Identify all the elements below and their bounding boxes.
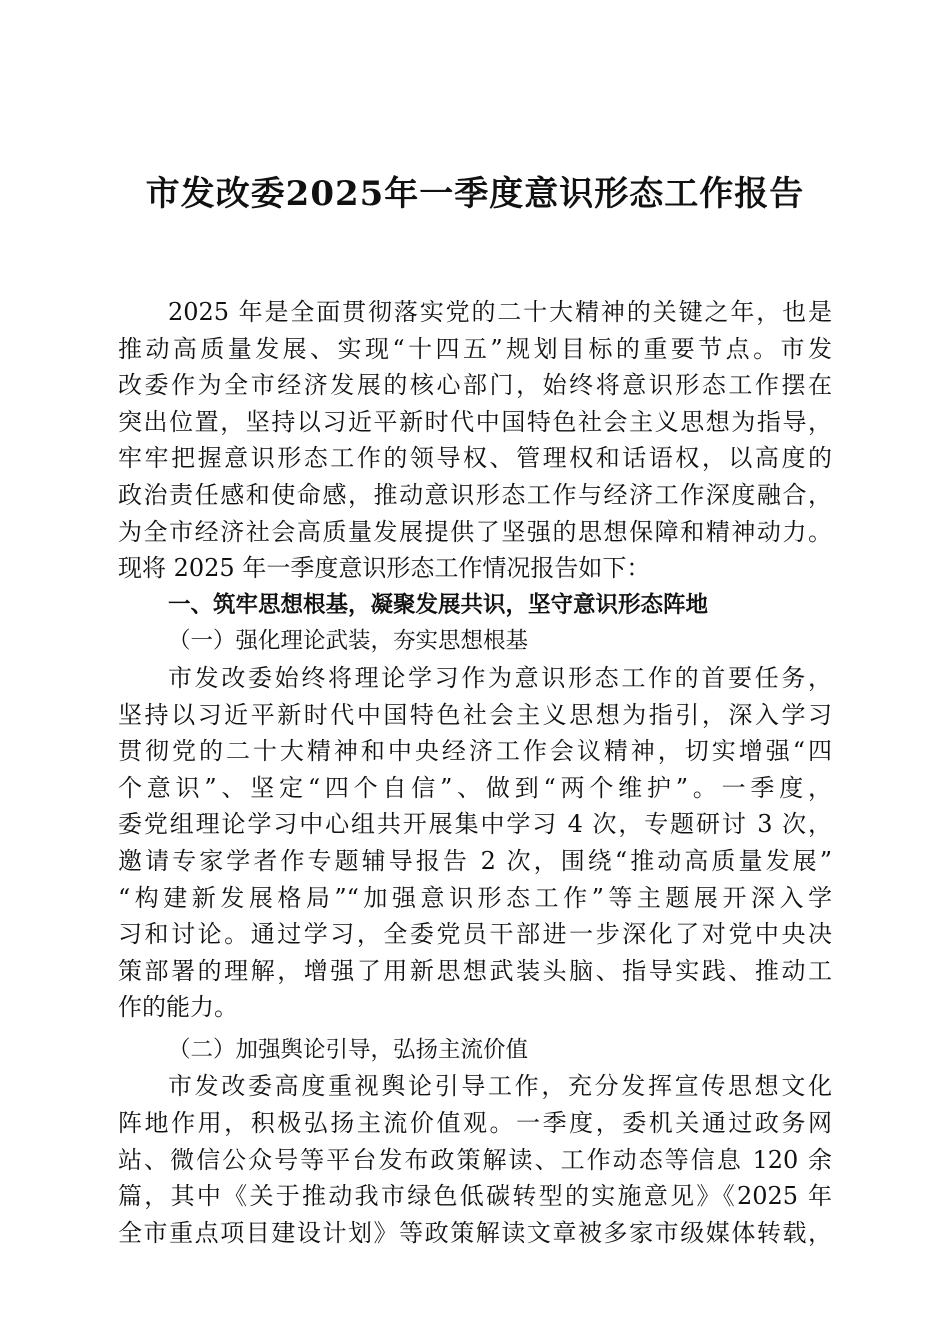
paragraph-line: 篇，其中《关于推动我市绿色低碳转型的实施意见》《2025 年 [118, 1182, 832, 1211]
paragraph-line: 现将 2025 年一季度意识形态工作情况报告如下： [118, 554, 651, 583]
paragraph-line: 市发改委始终将理论学习作为意识形态工作的首要任务， [168, 663, 832, 692]
paragraph-line: 坚持以习近平新时代中国特色社会主义思想为指引，深入学习 [118, 700, 832, 729]
paragraph-line: 作的能力。 [118, 993, 238, 1022]
paragraph-line: 委党组理论学习中心组共开展集中学习 4 次，专题研讨 3 次， [118, 810, 832, 839]
paragraph-line: 阵地作用，积极弘扬主流价值观。一季度，委机关通过政务网 [118, 1109, 832, 1138]
paragraph-line: 政治责任感和使命感，推动意识形态工作与经济工作深度融合， [118, 480, 832, 509]
paragraph-line: 市发改委高度重视舆论引导工作，充分发挥宣传思想文化 [168, 1072, 832, 1101]
paragraph-line: 站、微信公众号等平台发布政策解读、工作动态等信息 120 余 [118, 1145, 832, 1174]
paragraph-line: 个意识”、坚定“四个自信”、做到“两个维护”。一季度， [118, 773, 832, 802]
paragraph-line: “构建新发展格局”“加强意识形态工作”等主题展开深入学 [118, 883, 832, 912]
subsection-heading: （一）强化理论武装，夯实思想根基 [168, 628, 529, 655]
intro-paragraph [118, 294, 832, 587]
paragraph-line: 全市重点项目建设计划》等政策解读文章被多家市级媒体转载， [118, 1218, 832, 1247]
paragraph-line: 2025 年是全面贯彻落实党的二十大精神的关键之年，也是 [168, 298, 832, 326]
subsection-1-paragraph [118, 660, 832, 1026]
paragraph-line: 习和讨论。通过学习，全委党员干部进一步深化了对党中央决 [118, 920, 832, 949]
paragraph-line: 牢牢把握意识形态工作的领导权、管理权和话语权，以高度的 [118, 444, 832, 473]
paragraph-line: 改委作为全市经济发展的核心部门，始终将意识形态工作摆在 [118, 371, 832, 400]
paragraph-line: 推动高质量发展、实现“十四五”规划目标的重要节点。市发 [118, 334, 832, 363]
paragraph-line: 策部署的理解，增强了用新思想武装头脑、指导实践、推动工 [118, 956, 832, 985]
paragraph-line: 突出位置，坚持以习近平新时代中国特色社会主义思想为指导， [118, 407, 832, 436]
subsection-2-paragraph [118, 1068, 832, 1251]
document-body [118, 294, 832, 1251]
subsection-heading: （二）加强舆论引导，弘扬主流价值 [168, 1036, 529, 1063]
document-title: 市发改委2025年一季度意识形态工作报告 [145, 174, 805, 214]
paragraph-line: 贯彻党的二十大精神和中央经济工作会议精神，切实增强“四 [118, 737, 832, 766]
paragraph-line: 为全市经济社会高质量发展提供了坚强的思想保障和精神动力。 [118, 517, 832, 546]
section-heading: 一、筑牢思想根基，凝聚发展共识，坚守意识形态阵地 [168, 591, 709, 618]
paragraph-line: 邀请专家学者作专题辅导报告 2 次，围绕“推动高质量发展” [118, 846, 832, 875]
